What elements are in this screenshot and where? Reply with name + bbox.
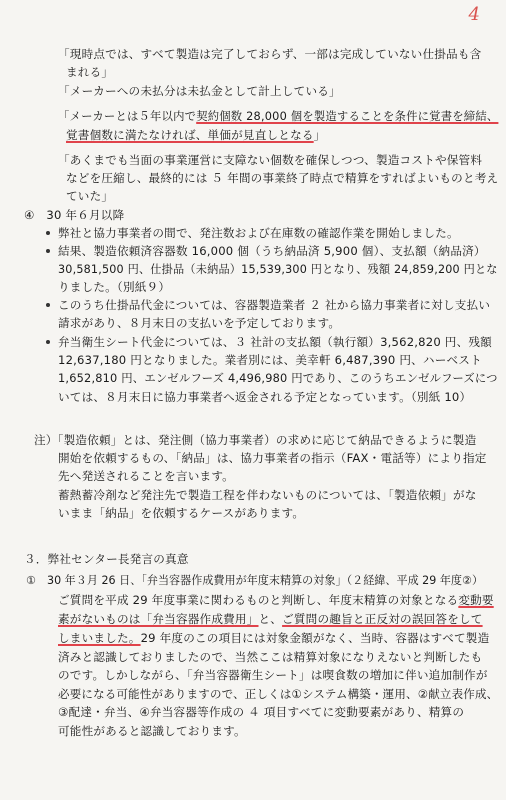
bullet-icon xyxy=(46,249,50,253)
highlighted-text: ご質問の趣旨と正反対の誤回答をして xyxy=(282,612,483,626)
paragraph-line: 請求があり、８月末日の支払いを予定しております。 xyxy=(58,316,341,330)
quote-line: まれる」 xyxy=(66,65,114,79)
quote-line: などを圧縮し、最終的には ５ 年間の事業終了時点で精算をすればよいものと考え xyxy=(66,171,499,185)
quote-line: 「現時点では、すべて製造は完了しておらず、一部は完成していない仕掛品も含 xyxy=(58,47,482,61)
note-line: 注）「製造依頼」とは、発注側（協力事業者）の求めに応じて納品できるように製造 xyxy=(34,433,477,447)
highlighted-text: しまいました。 xyxy=(58,631,141,645)
quote-text: 」 xyxy=(313,128,326,142)
item-line: ① 30 年３月 26 日、「弁当容器作成費用が年度末精算の対象」（２経緯、平成 29 年度②） xyxy=(26,574,484,587)
page-number: 4 xyxy=(468,4,480,25)
item-line: 可能性があると認識しております。 xyxy=(58,724,246,738)
note-line: 開始を依頼するもの、「納品」は、協力事業者の指示（FAX・電話等）により指定 xyxy=(58,451,487,465)
item-text: と、 xyxy=(258,612,283,626)
highlighted-text: 覚書個数に満たなければ、単価が見直しとなる xyxy=(66,128,314,142)
quote-line: 「メーカーへの未払分は未払金として計上している」 xyxy=(58,84,341,98)
item-line: 必要になる可能性がありますので、正しくは①システム構築・運用、②献立表作成、 xyxy=(58,687,499,701)
item-line: 済みと認識しておりましたので、当然ここは精算対象になりえないと判断したも xyxy=(58,650,483,664)
section-heading: ④ 30 年６月以降 xyxy=(24,208,125,222)
paragraph-line: 結果、製造依頼済容器数 16,000 個（うち納品済 5,900 個）、支払額（納品済） xyxy=(58,244,486,258)
paragraph-line: いては、８月末日に協力事業者へ返金される予定となっています。（別紙 10） xyxy=(58,390,472,404)
quote-line: 「あくまでも当面の事業運営に支障ない個数を確保しつつ、製造コストや保管料 xyxy=(58,153,483,167)
highlighted-text: 契約個数 28,000 個を製造することを条件に覚書を締結、 xyxy=(196,109,499,123)
bullet-icon xyxy=(46,303,50,307)
paragraph-line: 弁当衛生シート代金については、３ 社計の支払額（執行額）3,562,820 円、残額 xyxy=(58,335,492,349)
section-heading: ３．弊社センター長発言の真意 xyxy=(24,552,189,566)
item-line: ③配達・弁当、④弁当容器等作成の ４ 項目すべてに変動要素があり、精算の xyxy=(58,705,465,719)
paragraph-line: このうち仕掛品代金については、容器製造業者 ２ 社から協力事業者に対し支払い xyxy=(58,298,491,312)
quote-text: 「メーカーとは５年以内で xyxy=(58,109,197,123)
bullet-icon xyxy=(46,231,50,235)
item-text: ご質問を平成 29 年度事業に関わるものと判断し、年度末精算の対象となる xyxy=(58,593,459,607)
note-line: 先へ発送されることを言います。 xyxy=(58,469,234,483)
quote-line xyxy=(66,127,325,143)
quote-line: ていた」 xyxy=(66,189,114,203)
paragraph-line: りました。（別紙９） xyxy=(58,280,171,294)
paragraph-line: 12,637,180 円となりました。業者別には、美幸軒 6,487,390 円、ハーベスト xyxy=(58,353,482,367)
paragraph-line: 弊社と協力事業者の間で、発注数および在庫数の確認作業を開始しました。 xyxy=(58,226,459,240)
note-line: 蓄熱蓄冷剤など発注先で製造工程を伴わないものについては、「製造依頼」がな xyxy=(58,488,477,502)
paragraph-line: 30,581,500 円、仕掛品（未納品）15,539,300 円となり、残額 24,859,200 円とな xyxy=(58,262,498,276)
highlighted-text: 変動要 xyxy=(458,593,494,607)
paragraph-line: 1,652,810 円、エンゼルフーズ 4,496,980 円であり、このうちエンゼルフーズにつ xyxy=(58,371,498,385)
bullet-icon xyxy=(46,340,50,344)
item-line: のです。しかしながら、「弁当容器衛生シート」は喫食数の増加に伴い追加制作が xyxy=(58,668,488,682)
note-line: いまま「納品」を依頼するケースがあります。 xyxy=(58,506,305,520)
highlighted-text: 素がないものは「弁当容器作成費用」 xyxy=(58,612,259,626)
item-line xyxy=(58,592,494,608)
quote-line xyxy=(58,108,498,124)
item-line xyxy=(58,630,489,646)
item-text: 29 年度のこの項目には対象金額がなく、当時、容器はすべて製造 xyxy=(140,631,490,645)
item-line xyxy=(58,611,483,627)
